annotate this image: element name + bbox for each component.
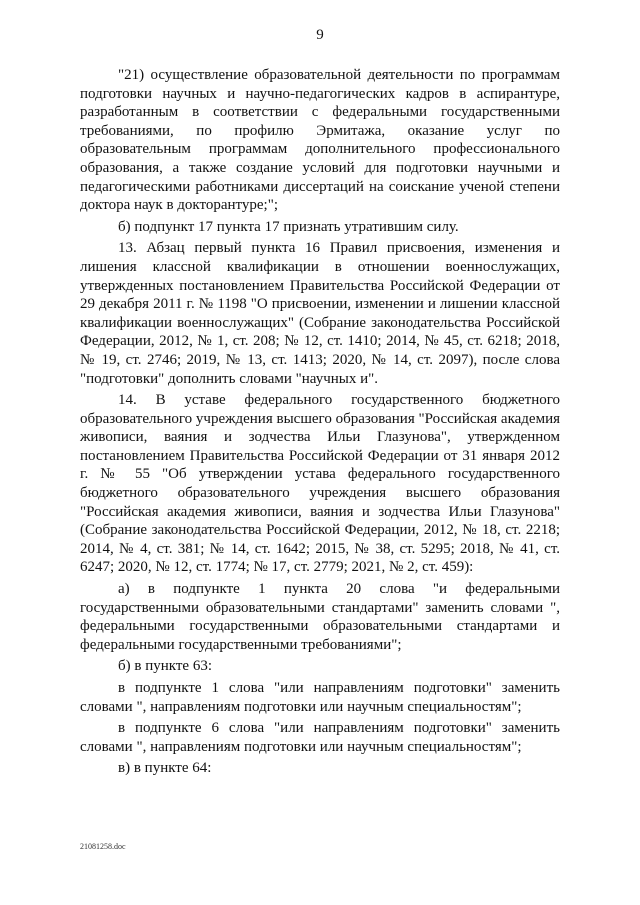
paragraph-point-14: 14. В уставе федерального государственного бюджетного образовательного учреждения высшего образования "Российская академия живописи, ваяния и зодчества Ильи Глазунова", утвержденном постановлением Правительства Российской Федерации от 31 января 2012 г. № 55 "Об утверждении устава федерального государственного бюджетного образовательного учреждения высшего образования "Российская академия живописи, ваяния и зодчества Ильи Глазунова" (Собрание законодательства Российской Федерации, 2012, № 18, ст. 2218; 2014, № 4, ст. 381; № 14, ст. 1642; 2015, № 38, ст. 5295; 2018, № 41, ст. 6247; 2020, № 12, ст. 1774; № 17, ст. 2779; 2021, № 2, ст. 459): <box>80 392 560 576</box>
paragraph-subpoint-a: а) в подпункте 1 пункта 20 слова "и федеральными государственными образовательными стандартами" заменить словами ", федеральными государственными образовательными стандартами и федеральными государственными требованиями"; <box>80 581 560 653</box>
paragraph-point-13: 13. Абзац первый пункта 16 Правил присвоения, изменения и лишения классной квалификации в отношении военнослужащих, утвержденных постановлением Правительства Российской Федерации от 29 декабря 2011 г. № 1198 "О присвоении, изменении и лишении классной квалификации военнослужащих" (Собрание законодательства Российской Федерации, 2012, № 1, ст. 208; № 12, ст. 1410; 2014, № 45, ст. 6218; 2018, № 19, ст. 2746; 2019, № 13, ст. 1413; 2020, № 14, ст. 2097), после слова "подготовки" дополнить словами "научных и". <box>80 240 560 387</box>
document-body <box>80 66 560 778</box>
paragraph-subpoint-1: в подпункте 1 слова "или направлениям подготовки" заменить словами ", направлениям подготовки или научным специальностям"; <box>80 680 560 715</box>
paragraph-item-21: "21) осуществление образовательной деятельности по программам подготовки научных и научно-педагогических кадров в аспирантуре, разработанным в соответствии с федеральными государственными требованиями, по профилю Эрмитажа, оказание услуг по образовательным программам дополнительного профессионального образования, а также создание условий для подготовки научными и педагогическими работниками диссертаций на соискание ученой степени доктора наук в докторантуре;"; <box>80 67 560 214</box>
paragraph-subpoint-b-63: б) в пункте 63: <box>118 658 212 675</box>
paragraph-subpoint-v-64: в) в пункте 64: <box>118 760 212 777</box>
page-number: 9 <box>316 27 324 43</box>
paragraph-subpoint-b-17: б) подпункт 17 пункта 17 признать утратившим силу. <box>118 218 459 235</box>
document-id-footer: 21081258.doc <box>80 842 126 851</box>
paragraph-subpoint-6: в подпункте 6 слова "или направлениям подготовки" заменить словами ", направлениям подготовки или научным специальностям"; <box>80 720 560 755</box>
